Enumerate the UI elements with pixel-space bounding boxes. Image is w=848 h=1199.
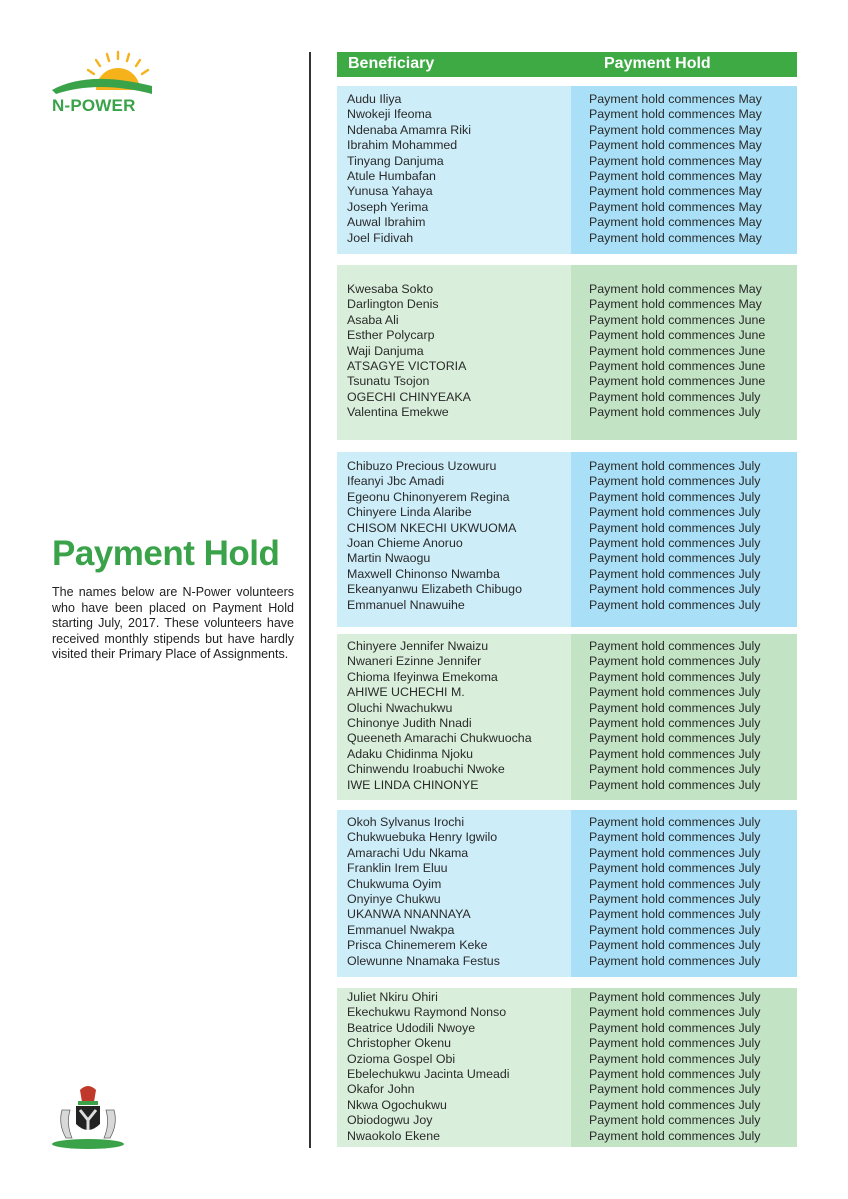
payment-hold-status: Payment hold commences May (589, 199, 762, 214)
payment-hold-status: Payment hold commences July (589, 1051, 761, 1066)
beneficiary-name: Yunusa Yahaya (347, 184, 433, 199)
table-row (337, 861, 797, 876)
table-row (337, 536, 797, 551)
beneficiary-name: Beatrice Udodili Nwoye (347, 1020, 476, 1035)
table-row (337, 1005, 797, 1020)
beneficiary-name: Christopher Okenu (347, 1036, 451, 1051)
table-header (337, 52, 797, 77)
table-row (337, 1129, 797, 1144)
coat-of-arms (48, 1080, 128, 1150)
payment-hold-status: Payment hold commences June (589, 343, 766, 358)
table-row (337, 907, 797, 922)
beneficiary-name: Ekeanyanwu Elizabeth Chibugo (347, 582, 522, 597)
beneficiary-name: Atule Humbafan (347, 168, 436, 183)
payment-hold-status: Payment hold commences May (589, 215, 762, 230)
table-row (337, 92, 797, 107)
beneficiary-name: Chinyere Jennifer Nwaizu (347, 639, 489, 653)
payment-hold-status: Payment hold commences July (589, 389, 761, 404)
beneficiary-name: Olewunne Nnamaka Festus (347, 953, 500, 968)
beneficiary-name: Chukwuma Oyim (347, 876, 442, 891)
beneficiary-name: Ebelechukwu Jacinta Umeadi (347, 1066, 510, 1081)
payment-hold-status: Payment hold commences May (589, 168, 762, 183)
payment-hold-status: Payment hold commences July (589, 715, 761, 730)
beneficiary-name: Chinyere Linda Alaribe (347, 505, 472, 520)
table-row (337, 200, 797, 215)
table-row (337, 374, 797, 389)
beneficiary-header: Beneficiary (348, 55, 435, 72)
payment-hold-status: Payment hold commences July (589, 566, 761, 581)
table-row (337, 184, 797, 199)
payment-hold-status: Payment hold commences June (589, 328, 766, 343)
table-row (337, 282, 797, 297)
beneficiary-name: Auwal Ibrahim (347, 215, 426, 230)
payment-hold-status: Payment hold commences May (589, 92, 762, 106)
payment-hold-status: Payment hold commences July (589, 520, 761, 535)
payment-hold-status: Payment hold commences July (589, 1082, 761, 1097)
brand-name: N-POWER (52, 96, 136, 115)
beneficiary-name: Joan Chieme Anoruo (347, 535, 463, 550)
table-row (337, 731, 797, 746)
table-row (337, 747, 797, 762)
payment-hold-status: Payment hold commences May (589, 122, 762, 137)
beneficiary-name: ATSAGYE VICTORIA (347, 358, 467, 373)
beneficiary-name: Tinyang Danjuma (347, 153, 444, 168)
table-row (337, 815, 797, 830)
table-block (337, 634, 797, 800)
payment-hold-status: Payment hold commences July (589, 922, 761, 937)
payment-hold-status: Payment hold commences July (589, 685, 761, 700)
beneficiary-name: Ekechukwu Raymond Nonso (347, 1005, 507, 1020)
table-row (337, 938, 797, 953)
table-row (337, 1082, 797, 1097)
beneficiary-name: Emmanuel Nwakpa (347, 922, 455, 937)
table-row (337, 778, 797, 793)
payment-hold-status: Payment hold commences July (589, 746, 761, 761)
table-row (337, 490, 797, 505)
beneficiary-name: Egeonu Chinonyerem Regina (347, 489, 510, 504)
beneficiary-name: Okafor John (347, 1082, 415, 1097)
table-row (337, 1021, 797, 1036)
beneficiary-name: Queeneth Amarachi Chukwuocha (347, 731, 532, 746)
payment-hold-status: Payment hold commences July (589, 654, 761, 669)
table-row (337, 639, 797, 654)
table-row (337, 169, 797, 184)
table-row (337, 297, 797, 312)
payment-hold-status: Payment hold commences July (589, 459, 761, 473)
payment-hold-status: Payment hold commences July (589, 990, 761, 1004)
table-row (337, 1036, 797, 1051)
table-row (337, 670, 797, 685)
table-row (337, 1113, 797, 1128)
payment-hold-status: Payment hold commences May (589, 138, 762, 153)
table-row (337, 1098, 797, 1113)
table-row (337, 521, 797, 536)
table-row (337, 892, 797, 907)
table-row (337, 474, 797, 489)
payment-hold-status: Payment hold commences July (589, 762, 761, 777)
payment-hold-status: Payment hold commences July (589, 938, 761, 953)
payment-hold-status: Payment hold commences July (589, 1020, 761, 1035)
payment-hold-status: Payment hold commences July (589, 405, 761, 420)
beneficiary-name: Waji Danjuma (347, 343, 424, 358)
beneficiary-name: Oluchi Nwachukwu (347, 700, 453, 715)
table-row (337, 598, 797, 613)
payment-hold-status: Payment hold commences May (589, 107, 762, 122)
beneficiary-name: Joseph Yerima (347, 199, 429, 214)
beneficiary-name: Valentina Emekwe (347, 405, 449, 420)
table-row (337, 405, 797, 420)
beneficiary-name: Nwaokolo Ekene (347, 1128, 440, 1143)
table-row (337, 654, 797, 669)
beneficiary-name: Franklin Irem Eluu (347, 861, 448, 876)
table-row (337, 701, 797, 716)
table-block (337, 86, 797, 254)
payment-hold-status: Payment hold commences July (589, 861, 761, 876)
table-row (337, 459, 797, 474)
table-row (337, 344, 797, 359)
table-row (337, 328, 797, 343)
table-row (337, 685, 797, 700)
payment-hold-status: Payment hold commences May (589, 282, 762, 296)
sun-logo-icon (48, 50, 158, 98)
beneficiary-name: Nwokeji Ifeoma (347, 107, 432, 122)
payment-hold-status: Payment hold commences June (589, 358, 766, 373)
payment-hold-status: Payment hold commences July (589, 669, 761, 684)
payment-hold-status: Payment hold commences July (589, 582, 761, 597)
beneficiary-name: Chinonye Judith Nnadi (347, 715, 472, 730)
table-row (337, 505, 797, 520)
table-row (337, 313, 797, 328)
payment-hold-status: Payment hold commences July (589, 1128, 761, 1143)
payment-hold-status: Payment hold commences July (589, 891, 761, 906)
beneficiary-name: Darlington Denis (347, 297, 439, 312)
npower-logo (48, 50, 158, 120)
payment-hold-status: Payment hold commences July (589, 474, 761, 489)
beneficiary-name: Esther Polycarp (347, 328, 435, 343)
beneficiary-name: Nkwa Ogochukwu (347, 1097, 447, 1112)
table-row (337, 359, 797, 374)
table-row (337, 1067, 797, 1082)
table-row (337, 551, 797, 566)
payment-hold-status: Payment hold commences July (589, 907, 761, 922)
payment-hold-status: Payment hold commences May (589, 153, 762, 168)
payment-hold-status: Payment hold commences July (589, 1066, 761, 1081)
beneficiary-name: Obiodogwu Joy (347, 1113, 433, 1128)
table-block (337, 265, 797, 440)
table-row (337, 154, 797, 169)
payment-hold-status: Payment hold commences July (589, 845, 761, 860)
table-row (337, 877, 797, 892)
beneficiary-name: IWE LINDA CHINONYE (347, 777, 479, 792)
payment-hold-status: Payment hold commences July (589, 1113, 761, 1128)
page-title: Payment Hold (52, 534, 280, 573)
table-row (337, 231, 797, 246)
payment-hold-status: Payment hold commences July (589, 505, 761, 520)
payment-hold-status: Payment hold commences May (589, 184, 762, 199)
beneficiary-name: Amarachi Udu Nkama (347, 845, 469, 860)
payment-hold-status: Payment hold commences July (589, 1005, 761, 1020)
beneficiary-name: Martin Nwaogu (347, 551, 431, 566)
table-row (337, 830, 797, 845)
table-row (337, 138, 797, 153)
payment-hold-status: Payment hold commences June (589, 312, 766, 327)
payment-hold-status: Payment hold commences May (589, 297, 762, 312)
beneficiary-name: Tsunatu Tsojon (347, 374, 430, 389)
table-row (337, 567, 797, 582)
payment-hold-status: Payment hold commences July (589, 876, 761, 891)
table-row (337, 846, 797, 861)
table-row (337, 107, 797, 122)
beneficiary-name: Okoh Sylvanus Irochi (347, 815, 465, 829)
table-block (337, 988, 797, 1147)
table-row (337, 390, 797, 405)
beneficiary-name: Kwesaba Sokto (347, 282, 434, 296)
payment-hold-status: Payment hold commences July (589, 830, 761, 845)
payment-hold-status: Payment hold commences July (589, 700, 761, 715)
payment-hold-header: Payment Hold (604, 55, 711, 72)
table-block (337, 452, 797, 627)
table-row (337, 954, 797, 969)
beneficiary-name: Chukwuebuka Henry Igwilo (347, 830, 498, 845)
table-row (337, 1052, 797, 1067)
beneficiary-name: UKANWA NNANNAYA (347, 907, 471, 922)
payment-hold-status: Payment hold commences June (589, 374, 766, 389)
payment-hold-status: Payment hold commences July (589, 815, 761, 829)
table-row (337, 923, 797, 938)
beneficiary-name: Nwaneri Ezinne Jennifer (347, 654, 482, 669)
payment-hold-status: Payment hold commences July (589, 1097, 761, 1112)
payment-hold-status: Payment hold commences May (589, 230, 762, 245)
table-row (337, 762, 797, 777)
payment-hold-status: Payment hold commences July (589, 639, 761, 653)
payment-hold-status: Payment hold commences July (589, 1036, 761, 1051)
table-row (337, 123, 797, 138)
vertical-divider (309, 52, 311, 1148)
coat-of-arms-icon (48, 1080, 128, 1150)
beneficiary-name: Ozioma Gospel Obi (347, 1051, 456, 1066)
payment-hold-status: Payment hold commences July (589, 731, 761, 746)
beneficiary-name: Joel Fidivah (347, 230, 414, 245)
beneficiary-name: Audu Iliya (347, 92, 402, 106)
beneficiary-name: Asaba Ali (347, 312, 399, 327)
payment-hold-status: Payment hold commences July (589, 489, 761, 504)
beneficiary-name: Emmanuel Nnawuihe (347, 597, 465, 612)
beneficiary-name: Ifeanyi Jbc Amadi (347, 474, 445, 489)
table-row (337, 716, 797, 731)
payment-hold-status: Payment hold commences July (589, 953, 761, 968)
payment-hold-status: Payment hold commences July (589, 535, 761, 550)
payment-hold-status: Payment hold commences July (589, 551, 761, 566)
beneficiary-name: Ndenaba Amamra Riki (347, 122, 471, 137)
payment-hold-status: Payment hold commences July (589, 777, 761, 792)
page-description: The names below are N-Power volunteers who have been placed on Payment Hold starting July, 2017. These volunteers have received monthly stipends but have hardly visited their Primary Place of Assignments. (52, 585, 294, 661)
beneficiary-name: Juliet Nkiru Ohiri (347, 990, 438, 1004)
beneficiary-name: CHISOM NKECHI UKWUOMA (347, 520, 517, 535)
beneficiary-name: OGECHI CHINYEAKA (347, 389, 471, 404)
beneficiary-name: Chibuzo Precious Uzowuru (347, 459, 497, 473)
table-row (337, 990, 797, 1005)
beneficiary-name: Onyinye Chukwu (347, 891, 441, 906)
beneficiary-name: Maxwell Chinonso Nwamba (347, 566, 500, 581)
beneficiary-name: Ibrahim Mohammed (347, 138, 458, 153)
beneficiary-name: Chinwendu Iroabuchi Nwoke (347, 762, 505, 777)
beneficiary-name: AHIWE UCHECHI M. (347, 685, 465, 700)
table-block (337, 810, 797, 977)
beneficiary-name: Prisca Chinemerem Keke (347, 938, 488, 953)
table-row (337, 582, 797, 597)
table-row (337, 215, 797, 230)
beneficiary-name: Adaku Chidinma Njoku (347, 746, 474, 761)
payment-hold-status: Payment hold commences July (589, 597, 761, 612)
beneficiary-name: Chioma Ifeyinwa Emekoma (347, 669, 498, 684)
